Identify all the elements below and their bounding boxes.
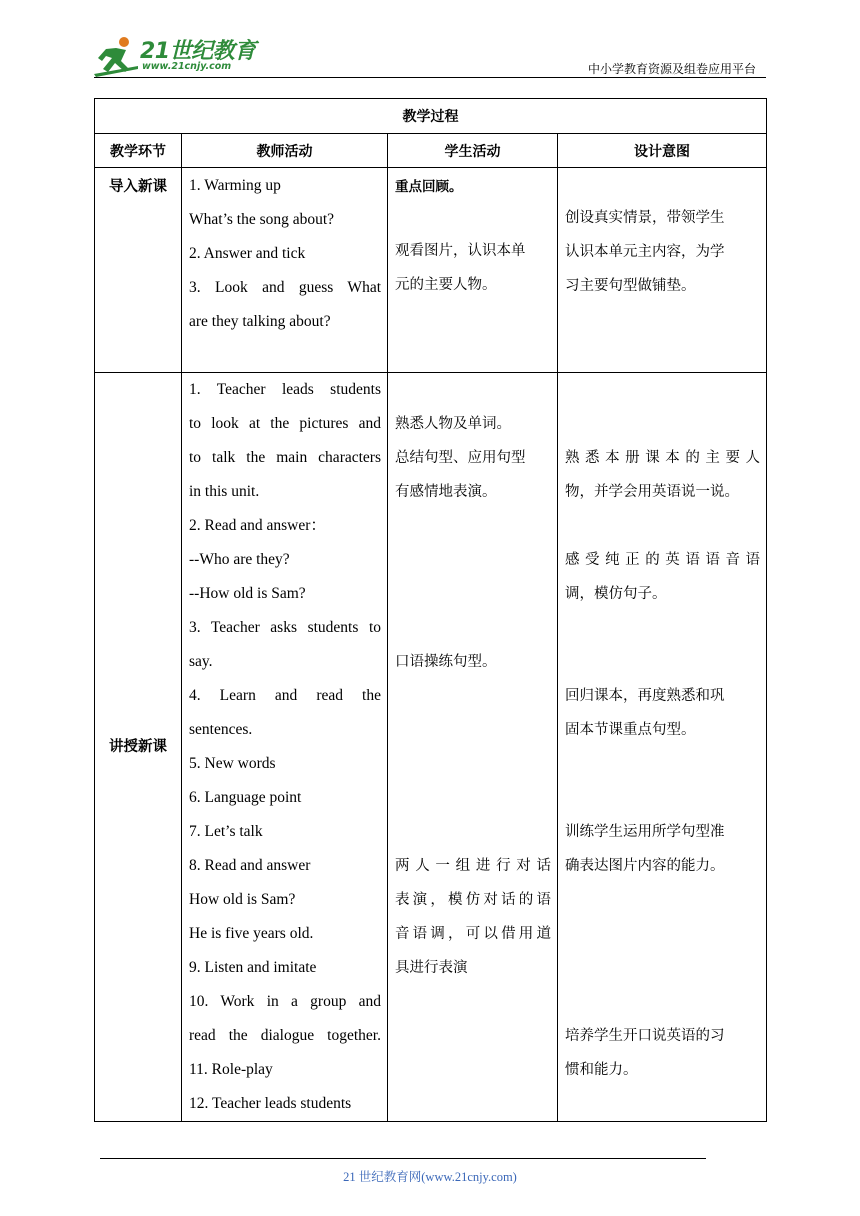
stage-cell: 导入新课 xyxy=(95,168,182,373)
table-row xyxy=(95,373,767,1122)
footer-text: 21 世纪教育网(www.21cnjy.com) xyxy=(343,1170,517,1184)
table-row xyxy=(95,168,767,373)
footer-rule xyxy=(100,1158,706,1159)
column-header-student: 学生活动 xyxy=(388,134,558,168)
column-header-stage: 教学环节 xyxy=(95,134,182,168)
column-header-intent: 设计意图 xyxy=(558,134,767,168)
logo xyxy=(94,34,259,78)
teacher-activity-cell: 1. Warming up What’s the song about? 2. Answer and tick 3. Look and guess What are they talking about? xyxy=(182,168,388,373)
stage-cell: 讲授新课 xyxy=(95,373,182,1122)
teacher-activity-cell: 1. Teacher leads students to look at the pictures and to talk the main characters in this unit. 2. Read and answer： --Who are they? --How old is Sam? 3. Teacher asks students to say. 4. Learn and read the sentences. 5. New words 6. Language point 7. Let’s talk 8. Read and answer How old is Sam? He is five years old. 9. Listen and imitate 10. Work in a group and read the dialogue together. 11. Role-play 12. Teacher leads students xyxy=(182,373,388,1122)
header-tagline: 中小学教育资源及组卷应用平台 xyxy=(587,62,756,76)
design-intent-cell: 创设真实情景，带领学生 认识本单元主内容，为学 习主要句型做铺垫。 xyxy=(558,168,767,373)
header-rule xyxy=(94,77,766,78)
logo-url: www.21cnjy.com xyxy=(142,61,232,72)
student-activity-cell: 重点回顾。 观看图片，认识本单 元的主要人物。 xyxy=(388,168,558,373)
logo-brand: 21世纪教育 xyxy=(140,39,256,64)
page-header xyxy=(94,30,766,80)
design-intent-cell: 熟悉本册课本的主要人 物，并学会用英语说一说。 感受纯正的英语语音语 调，模仿句子。 回归课本，再度熟悉和巩 固本节课重点句型。 训练学生运用所学句型准 确表达图片内容的能力。 培养学生开口说英语的习 惯和能力。 xyxy=(558,373,767,1122)
column-header-teacher: 教师活动 xyxy=(182,134,388,168)
student-activity-cell: 熟悉人物及单词。 总结句型、应用句型 有感情地表演。 口语操练句型。 两人一组进行对话 表演，模仿对话的语 音语调，可以借用道 具进行表演 xyxy=(388,373,558,1122)
table-title: 教学过程 xyxy=(95,99,767,134)
lesson-process-table xyxy=(94,98,767,1122)
runner-logo-icon xyxy=(94,34,140,78)
